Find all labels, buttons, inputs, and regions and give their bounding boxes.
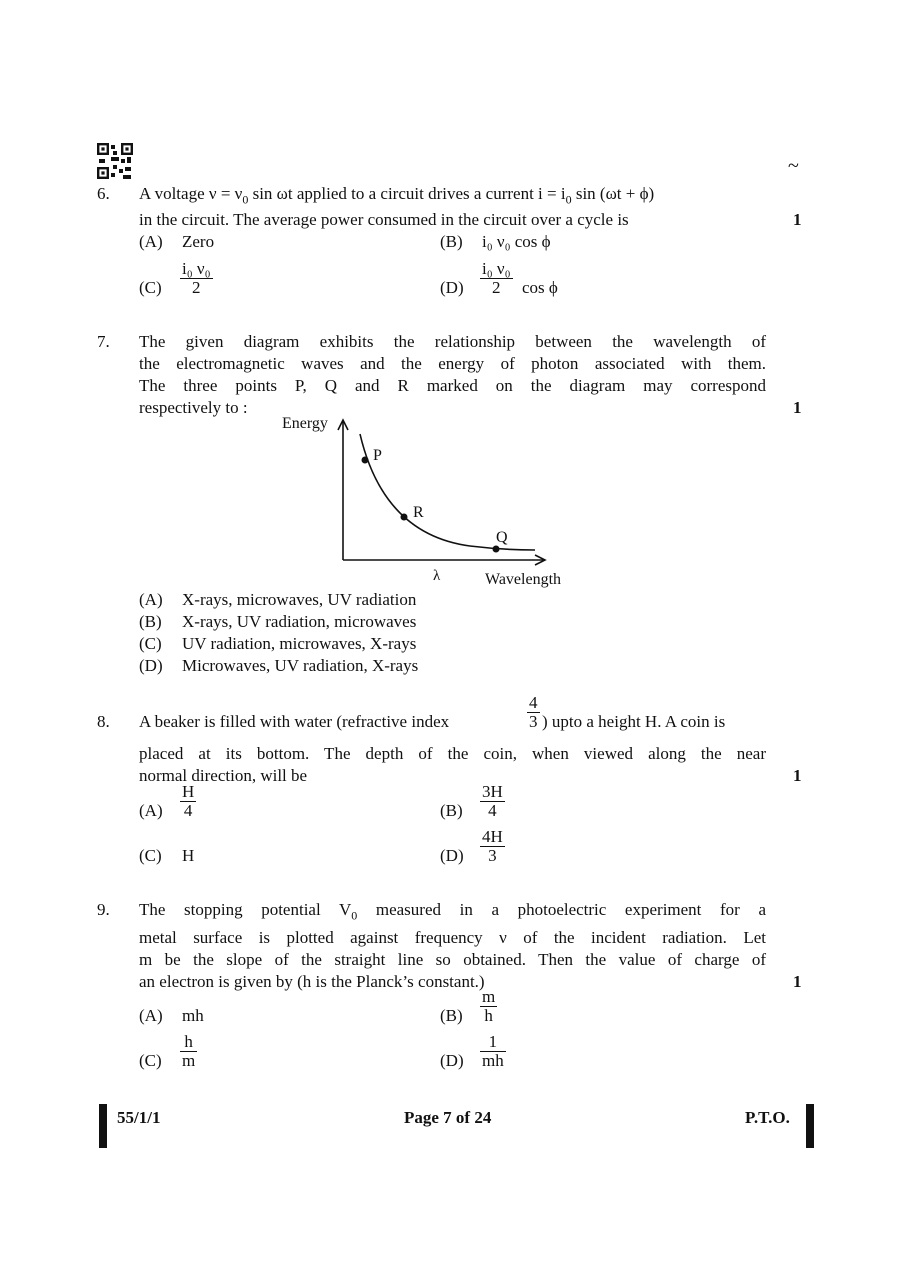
point-label: Q — [496, 529, 508, 546]
question-text: The given diagram exhibits the relationship between the wavelength of — [139, 332, 766, 351]
option-fraction: $\frac{4H}{3}$ — [482, 827, 503, 865]
question-text: The three points P, Q and R marked on the diagram may correspond — [139, 376, 766, 395]
energy-wavelength-diagram — [270, 408, 590, 593]
option-label: (D) — [440, 278, 464, 297]
question-text: A voltage $\nu = \nu_0$ sin ωt applied to a circuit drives a current $i = i_0$ sin (ωt + ϕ) — [139, 184, 655, 207]
question-text: m be the slope of the straight line so obtained. Then the value of charge of — [139, 950, 766, 969]
paper-code: 55/1/1 — [117, 1108, 161, 1127]
option-fraction: $\frac{\text{i₀ ν₀}}{2}$ — [482, 259, 511, 297]
option-label: (B) — [139, 612, 162, 631]
x-axis-label: Wavelength — [485, 571, 562, 588]
question-text: respectively to : — [139, 398, 248, 417]
point-r — [401, 514, 408, 521]
question-text: ) upto a height H. A coin is — [542, 712, 726, 731]
option-label: (C) — [139, 278, 162, 297]
option-label: (D) — [440, 1051, 464, 1070]
question-text: normal direction, will be — [139, 766, 308, 785]
option-fraction: $\frac{1}{mh}$ — [482, 1032, 504, 1070]
question-text: in the circuit. The average power consumed in the circuit over a cycle is — [139, 210, 629, 229]
pto-label: P.T.O. — [745, 1108, 790, 1127]
marks: 1 — [793, 210, 802, 229]
qr-code-icon — [97, 143, 133, 179]
page-number: Page 7 of 24 — [404, 1108, 492, 1127]
question-number: 7. — [97, 332, 110, 351]
footer-right-bar — [806, 1104, 814, 1148]
option-label: (B) — [440, 801, 463, 820]
option-label: (A) — [139, 590, 163, 609]
option-label: (A) — [139, 232, 163, 251]
point-p — [362, 457, 369, 464]
option-text: i₀ ν₀ cos ϕ — [482, 232, 551, 251]
question-text: The stopping potential $V_0$ measured in a photoelectric experiment for a — [139, 900, 766, 923]
marks: 1 — [793, 766, 802, 785]
option-fraction: $\frac{m}{h}$ — [482, 987, 496, 1025]
question-text: A beaker is filled with water (refractive index — [139, 712, 450, 731]
option-label: (D) — [139, 656, 163, 675]
inline-fraction: $\frac{4}{3}$ — [529, 693, 538, 731]
question-text: the electromagnetic waves and the energy of photon associated with them. — [139, 354, 766, 373]
question-number: 6. — [97, 184, 110, 203]
option-text: UV radiation, microwaves, X-rays — [182, 634, 417, 653]
energy-curve — [360, 434, 535, 550]
option-text: Zero — [182, 232, 215, 251]
option-label: (A) — [139, 1006, 163, 1025]
lambda-symbol: λ — [433, 568, 441, 584]
option-fraction: $\frac{h}{m}$ — [182, 1032, 196, 1070]
question-text: placed at its bottom. The depth of the coin, when viewed along the near — [139, 744, 766, 763]
option-label: (C) — [139, 1051, 162, 1070]
option-label: (C) — [139, 634, 162, 653]
footer-left-bar — [99, 1104, 107, 1148]
option-text: cos ϕ — [522, 278, 558, 297]
option-text: mh — [182, 1006, 204, 1025]
option-label: (D) — [440, 846, 464, 865]
marks: 1 — [793, 398, 802, 417]
option-text: Microwaves, UV radiation, X-rays — [182, 656, 419, 675]
y-axis-label: Energy — [282, 415, 328, 432]
question-text: metal surface is plotted against frequency ν of the incident radiation. Let — [139, 928, 766, 947]
option-text: X-rays, microwaves, UV radiation — [182, 590, 417, 609]
point-label: P — [373, 447, 382, 464]
question-number: 9. — [97, 900, 110, 919]
option-fraction: $\frac{H}{4}$ — [182, 782, 195, 820]
point-q — [493, 546, 500, 553]
option-label: (C) — [139, 846, 162, 865]
marks: 1 — [793, 972, 802, 991]
option-fraction: $\frac{3H}{4}$ — [482, 782, 503, 820]
option-text: X-rays, UV radiation, microwaves — [182, 612, 417, 631]
question-number: 8. — [97, 712, 110, 731]
option-label: (A) — [139, 801, 163, 820]
question-text: an electron is given by (h is the Planck’s constant.) — [139, 972, 485, 991]
option-label: (B) — [440, 232, 463, 251]
option-label: (B) — [440, 1006, 463, 1025]
point-label: R — [413, 504, 424, 521]
option-fraction: $\frac{\text{i₀ ν₀}}{2}$ — [182, 259, 211, 297]
option-text: H — [182, 846, 195, 865]
header-tilde: ~ — [788, 155, 799, 177]
